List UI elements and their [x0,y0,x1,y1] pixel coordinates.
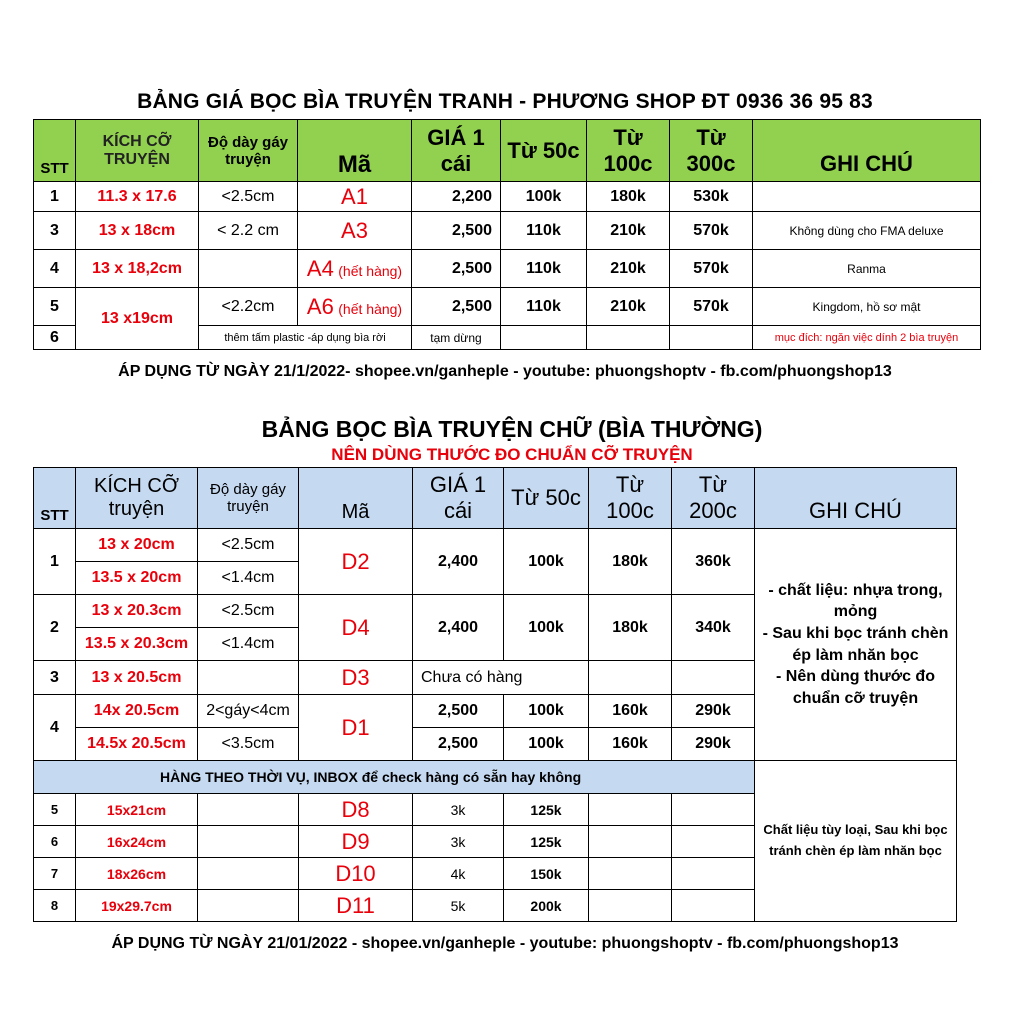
row-status: Chưa có hàng [413,661,589,695]
row-stt: 1 [34,182,76,212]
row-size: 11.3 x 17.6 [76,182,199,212]
row-stt: 1 [34,529,76,595]
row-size: 13 x 18cm [76,212,199,250]
row-thickness: <2.5cm [198,529,299,562]
row-price-100: 180k [589,529,672,595]
row-price-100: 180k [587,182,670,212]
header-note: GHI CHÚ [755,468,957,529]
row-price: 2,400 [413,529,504,595]
row-price-50: 110k [501,212,587,250]
row-size: 14.5x 20.5cm [76,728,198,761]
row-stt: 2 [34,595,76,661]
row-stt: 4 [34,695,76,761]
table-row [34,212,981,250]
row-thickness: <1.4cm [198,562,299,595]
row-price-50: 100k [504,695,589,728]
table1-footer: ÁP DỤNG TỪ NGÀY 21/1/2022- shopee.vn/ganheple - youtube: phuongshoptv - fb.com/phuongshop13 [118,363,892,380]
row-price-200: 340k [672,595,755,661]
header-stt: STT [34,468,76,529]
header-code: Mã [298,120,412,182]
seasonal-band: HÀNG THEO THỜI VỤ, INBOX để check hàng có sẵn hay không [34,761,755,794]
row-price: 4k [413,858,504,890]
row-code: D1 [299,695,413,761]
row-price-300: 530k [670,182,753,212]
header-size: KÍCH CỠ truyện [76,468,198,529]
header-note: GHI CHÚ [753,120,981,182]
table2-title: BẢNG BỌC BÌA TRUYỆN CHỮ (BÌA THƯỜNG) [261,416,763,442]
row-price-50: 125k [504,826,589,858]
row-size: 13.5 x 20.3cm [76,628,198,661]
row-code: D9 [299,826,413,858]
row-size: 13 x19cm [76,288,199,350]
header-price: GIÁ 1 cái [412,120,501,182]
table2-subtitle: NÊN DÙNG THƯỚC ĐO CHUẨN CỠ TRUYỆN [331,445,693,464]
row-size: 13 x 20.5cm [76,661,198,695]
header-thickness: Độ dày gáy truyện [198,468,299,529]
row-price: 2,400 [413,595,504,661]
note-top: - chất liệu: nhựa trong, mỏng - Sau khi bọc tránh chèn ép làm nhăn bọc - Nên dùng thước đo chuẩn cỡ truyện [755,529,957,761]
row-price-300: 570k [670,288,753,326]
row-price-50: 100k [501,182,587,212]
table1-header-row [34,120,981,182]
row-code: D8 [299,794,413,826]
header-from50: Từ 50c [501,120,587,182]
row-code: D2 [299,529,413,595]
row-stt: 7 [34,858,76,890]
row-price: 3k [413,794,504,826]
row-size: 19x29.7cm [76,890,198,922]
row-size: 16x24cm [76,826,198,858]
row-code: D3 [299,661,413,695]
row-thickness: <2.2cm [199,288,298,326]
row-thickness: <3.5cm [198,728,299,761]
row-price-200: 290k [672,728,755,761]
header-from100: Từ 100c [587,120,670,182]
row-code: D10 [299,858,413,890]
row-stt: 3 [34,661,76,695]
row-price-50: 100k [504,529,589,595]
out-of-stock-label: (hết hàng) [338,262,403,279]
row-stt: 5 [34,794,76,826]
header-from100: Từ 100c [589,468,672,529]
header-size: KÍCH CỠ TRUYỆN [76,120,199,182]
row-note: Ranma [753,250,981,288]
table1-title: BẢNG GIÁ BỌC BÌA TRUYỆN TRANH - PHƯƠNG SHOP ĐT 0936 36 95 83 [137,90,873,113]
row-thickness: 2<gáy<4cm [198,695,299,728]
row-code: A3 [298,212,412,250]
row-price-100: 210k [587,250,670,288]
out-of-stock-label: (hết hàng) [338,300,403,317]
row-stt: 6 [34,326,76,350]
row-size: 13 x 20.3cm [76,595,198,628]
table2-header-row [34,468,957,529]
row-thickness [198,661,299,695]
row-price-100: 160k [589,728,672,761]
header-code: Mã [299,468,413,529]
row-price-100: 160k [589,695,672,728]
code-label: A4 [306,255,334,281]
row-price: 2,500 [412,250,501,288]
row-code [298,288,412,326]
row-price: 2,500 [412,212,501,250]
row-price-50: 150k [504,858,589,890]
row-status: tạm dừng [412,326,501,350]
row-thickness: <2.5cm [198,595,299,628]
row-size: 13 x 20cm [76,529,198,562]
row-price-100: 210k [587,212,670,250]
row-note: mục đích: ngăn việc dính 2 bìa truyện [753,326,981,350]
row-price-50: 110k [501,288,587,326]
row-price-200: 290k [672,695,755,728]
row-price: 2,500 [412,288,501,326]
table-row [34,288,981,326]
row-note: Không dùng cho FMA deluxe [753,212,981,250]
row-stt: 3 [34,212,76,250]
row-price: 2,200 [412,182,501,212]
row-size: 18x26cm [76,858,198,890]
row-note [753,182,981,212]
table-row [34,529,957,562]
row-price: 2,500 [413,695,504,728]
row-price-50: 100k [504,728,589,761]
row-code: D11 [299,890,413,922]
note-bottom: Chất liệu tùy loại, Sau khi bọc tránh chèn ép làm nhăn bọc [755,761,957,922]
header-from200: Từ 200c [672,468,755,529]
row-price-300: 570k [670,250,753,288]
table2-footer: ÁP DỤNG TỪ NGÀY 21/01/2022 - shopee.vn/ganheple - youtube: phuongshoptv - fb.com/phuongshop13 [111,935,899,952]
comic-price-table [33,119,981,350]
table-row [34,182,981,212]
row-code [298,250,412,288]
row-price-100: 210k [587,288,670,326]
row-price-300: 570k [670,212,753,250]
row-price-200: 360k [672,529,755,595]
row-price-50: 100k [504,595,589,661]
seasonal-band-row [34,761,957,794]
row-stt: 5 [34,288,76,326]
row-size: 14x 20.5cm [76,695,198,728]
header-from300: Từ 300c [670,120,753,182]
row-thickness: < 2.2 cm [199,212,298,250]
header-price: GIÁ 1 cái [413,468,504,529]
header-stt: STT [34,120,76,182]
row-size: 15x21cm [76,794,198,826]
row-price-50: 125k [504,794,589,826]
row-stt: 6 [34,826,76,858]
novel-price-table [33,467,957,922]
row-size: 13 x 18,2cm [76,250,199,288]
row-size: 13.5 x 20cm [76,562,198,595]
row-price-100: 180k [589,595,672,661]
row-extra: thêm tấm plastic -áp dụng bìa rời [199,326,412,350]
header-from50: Từ 50c [504,468,589,529]
row-price: 2,500 [413,728,504,761]
header-thickness: Độ dày gáy truyện [199,120,298,182]
row-thickness: <1.4cm [198,628,299,661]
table-row [34,250,981,288]
row-note: Kingdom, hồ sơ mật [753,288,981,326]
row-thickness: <2.5cm [199,182,298,212]
row-stt: 8 [34,890,76,922]
row-stt: 4 [34,250,76,288]
row-thickness [199,250,298,288]
row-price-50: 200k [504,890,589,922]
row-code: A1 [298,182,412,212]
row-code: D4 [299,595,413,661]
row-price: 5k [413,890,504,922]
row-price: 3k [413,826,504,858]
code-label: A6 [306,293,334,319]
row-price-50: 110k [501,250,587,288]
